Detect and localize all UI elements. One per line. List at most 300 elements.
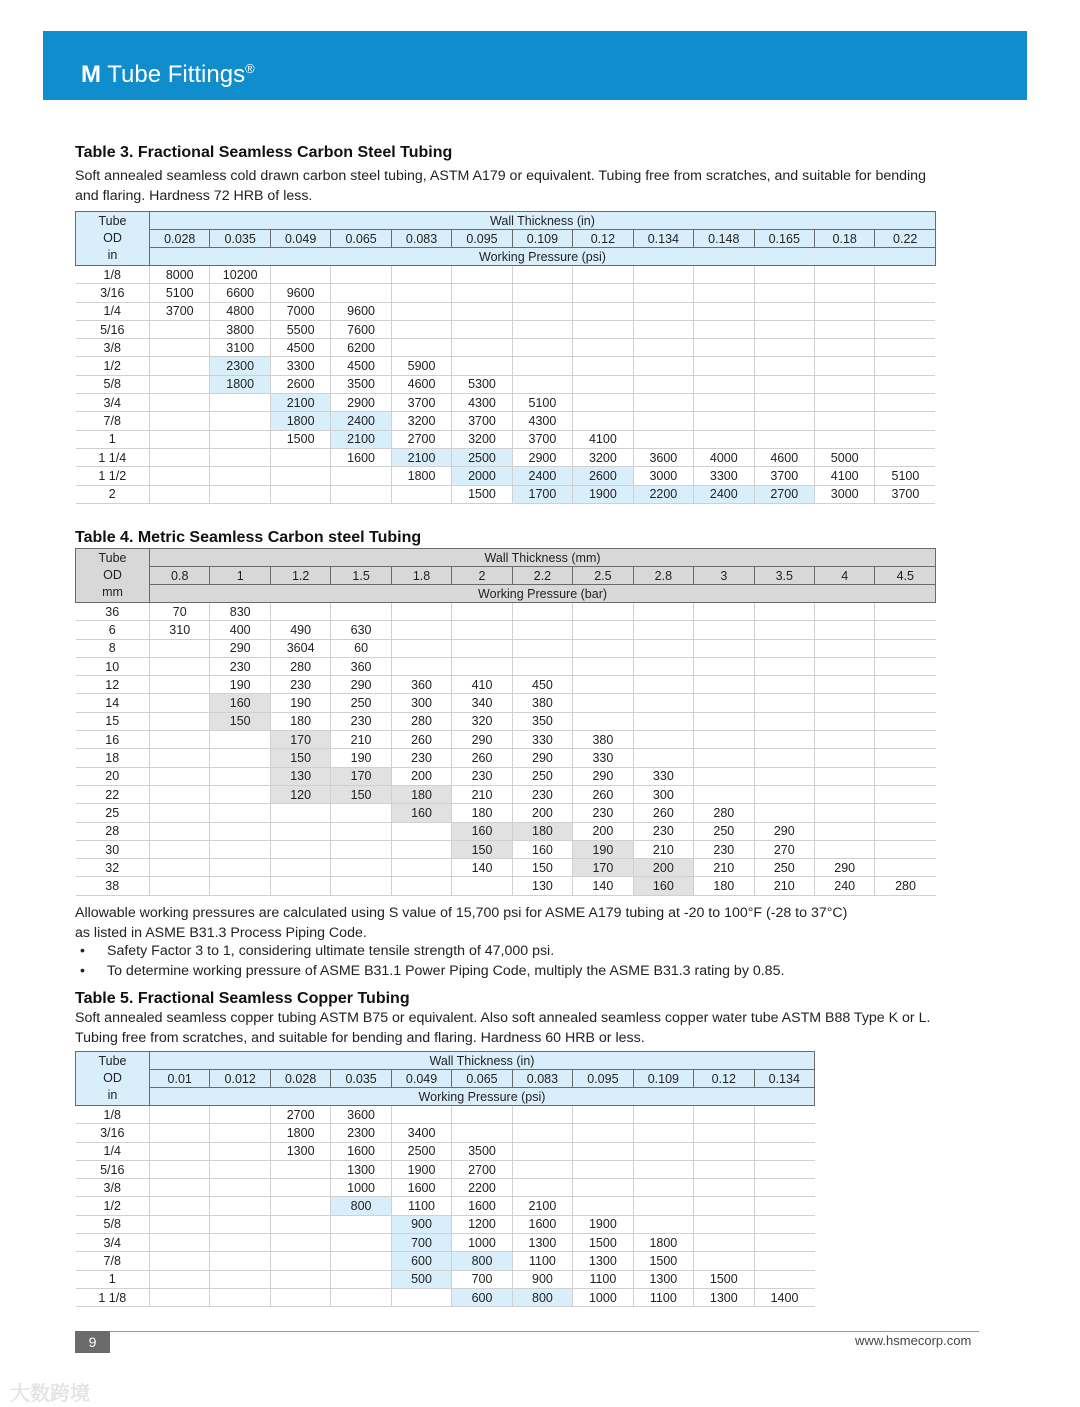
table5-description: Soft annealed seamless copper tubing ASTM B75 or equivalent. Also soft annealed seamless copper water tube ASTM B88 Type K or L. Tubing free from scratches, and suitable for bending and flaring. Hardness 60 HRB or less.	[75, 1010, 931, 1046]
pressure-cell	[210, 1142, 270, 1160]
tube-od-line: in	[107, 1088, 118, 1102]
tube-od-value: 38	[76, 877, 150, 895]
table-row	[76, 621, 936, 639]
wall-thickness-header: Wall Thickness (mm)	[150, 549, 936, 567]
pressure-cell	[391, 877, 451, 895]
pressure-cell: 8000	[150, 266, 210, 284]
pressure-cell	[875, 785, 936, 803]
pressure-cell	[754, 284, 814, 302]
pressure-cell	[210, 430, 270, 448]
pressure-cell	[754, 767, 814, 785]
pressure-cell: 2400	[694, 485, 754, 503]
table-row	[76, 767, 936, 785]
pressure-cell	[573, 284, 633, 302]
pressure-cell	[210, 877, 270, 895]
pressure-cell	[754, 339, 814, 357]
pressure-cell	[694, 302, 754, 320]
table-row	[76, 320, 936, 338]
pressure-cell: 150	[452, 840, 512, 858]
pressure-cell	[814, 266, 874, 284]
pressure-cell: 300	[391, 694, 451, 712]
pressure-cell	[150, 639, 210, 657]
pressure-cell	[150, 767, 210, 785]
pressure-cell: 1000	[573, 1288, 633, 1306]
tube-od-line: in	[107, 248, 118, 262]
pressure-cell	[754, 657, 814, 675]
pressure-cell	[814, 357, 874, 375]
pressure-cell: 3600	[331, 1106, 391, 1124]
pressure-cell: 1500	[633, 1252, 693, 1270]
wall-thickness-header: Wall Thickness (in)	[150, 1052, 815, 1070]
pressure-cell: 5300	[452, 375, 512, 393]
pressure-cell: 3604	[270, 639, 330, 657]
pressure-cell	[391, 822, 451, 840]
pressure-cell: 3000	[633, 467, 693, 485]
tube-od-value: 3/4	[76, 394, 150, 412]
tube-od-value: 36	[76, 603, 150, 621]
wall-thickness-value: 1.5	[331, 567, 391, 585]
pressure-cell: 2100	[270, 394, 330, 412]
pressure-cell	[814, 676, 874, 694]
pressure-cell	[875, 375, 936, 393]
tube-od-value: 3/8	[76, 339, 150, 357]
pressure-cell	[210, 412, 270, 430]
pressure-cell	[875, 339, 936, 357]
pressure-cell	[875, 749, 936, 767]
watermark: 大数跨境	[10, 1383, 90, 1405]
tube-od-value: 20	[76, 767, 150, 785]
pressure-cell: 2100	[512, 1197, 572, 1215]
pressure-cell	[694, 1142, 754, 1160]
table-row	[76, 357, 936, 375]
tube-od-value: 1	[76, 430, 150, 448]
pressure-cell	[150, 1124, 210, 1142]
pressure-cell	[875, 657, 936, 675]
pressure-cell	[875, 266, 936, 284]
pressure-cell	[512, 1142, 572, 1160]
pressure-cell	[512, 1106, 572, 1124]
pressure-cell	[573, 375, 633, 393]
tube-od-value: 5/16	[76, 1160, 150, 1178]
pressure-cell	[694, 284, 754, 302]
pressure-cell	[452, 603, 512, 621]
pressure-cell: 170	[270, 731, 330, 749]
pressure-cell	[694, 1179, 754, 1197]
pressure-cell	[331, 284, 391, 302]
pressure-cell: 3100	[210, 339, 270, 357]
pressure-cell	[633, 357, 693, 375]
wall-thickness-value: 0.109	[512, 230, 572, 248]
pressure-cell: 1300	[331, 1160, 391, 1178]
pressure-cell	[270, 859, 330, 877]
pressure-cell: 210	[452, 785, 512, 803]
table-row	[76, 375, 936, 393]
pressure-cell: 280	[694, 804, 754, 822]
pressure-cell: 5500	[270, 320, 330, 338]
pressure-cell	[150, 785, 210, 803]
wall-thickness-value: 0.049	[391, 1070, 451, 1088]
table-row	[76, 1234, 815, 1252]
pressure-cell	[391, 840, 451, 858]
bullet-icon: •	[80, 943, 85, 959]
pressure-cell	[210, 1288, 270, 1306]
pressure-cell	[754, 1197, 814, 1215]
tube-od-value: 1/8	[76, 266, 150, 284]
tube-od-value: 2	[76, 485, 150, 503]
wall-thickness-value: 0.165	[754, 230, 814, 248]
pressure-cell	[270, 1234, 330, 1252]
tube-od-value: 16	[76, 731, 150, 749]
table-row	[76, 485, 936, 503]
bullet-icon: •	[80, 963, 85, 979]
pressure-cell	[633, 284, 693, 302]
pressure-cell	[754, 412, 814, 430]
pressure-cell: 3400	[391, 1124, 451, 1142]
pressure-cell: 1000	[331, 1179, 391, 1197]
pressure-cell	[512, 375, 572, 393]
pressure-cell	[210, 1234, 270, 1252]
pressure-cell	[573, 1106, 633, 1124]
pressure-cell	[633, 302, 693, 320]
pressure-cell	[633, 412, 693, 430]
pressure-cell	[814, 731, 874, 749]
footer-divider	[75, 1331, 979, 1332]
pressure-cell: 250	[694, 822, 754, 840]
pressure-cell: 1600	[452, 1197, 512, 1215]
table-row	[76, 694, 936, 712]
pressure-cell	[754, 731, 814, 749]
pressure-cell	[391, 621, 451, 639]
pressure-cell	[512, 302, 572, 320]
pressure-cell	[210, 394, 270, 412]
pressure-cell	[512, 320, 572, 338]
pressure-cell: 210	[694, 859, 754, 877]
pressure-cell	[573, 320, 633, 338]
pressure-cell	[452, 339, 512, 357]
wall-thickness-value: 0.065	[331, 230, 391, 248]
pressure-cell	[210, 1215, 270, 1233]
pressure-cell	[270, 603, 330, 621]
pressure-cell	[391, 339, 451, 357]
pressure-cell: 70	[150, 603, 210, 621]
pressure-cell: 2400	[512, 467, 572, 485]
pressure-cell	[694, 767, 754, 785]
pressure-cell	[694, 357, 754, 375]
header-title: M Tube Fittings®	[81, 61, 255, 88]
pressure-cell: 330	[512, 731, 572, 749]
pressure-cell: 190	[331, 749, 391, 767]
pressure-cell	[694, 621, 754, 639]
pressure-cell	[150, 804, 210, 822]
pressure-cell	[512, 621, 572, 639]
table-row	[76, 448, 936, 466]
pressure-cell: 1800	[633, 1234, 693, 1252]
table-row	[76, 1197, 815, 1215]
pressure-cell	[754, 375, 814, 393]
wall-thickness-value: 0.01	[150, 1070, 210, 1088]
pressure-cell: 4500	[331, 357, 391, 375]
pressure-cell	[150, 1160, 210, 1178]
table-row	[76, 302, 936, 320]
pressure-cell: 450	[512, 676, 572, 694]
pressure-cell: 170	[331, 767, 391, 785]
pressure-cell	[150, 694, 210, 712]
pressure-cell	[573, 639, 633, 657]
pressure-cell	[633, 1106, 693, 1124]
pressure-cell: 2700	[270, 1106, 330, 1124]
pressure-cell	[573, 676, 633, 694]
pressure-cell	[754, 804, 814, 822]
pressure-cell	[391, 1106, 451, 1124]
tube-od-line: OD	[103, 231, 122, 245]
pressure-cell	[150, 1197, 210, 1215]
pressure-cell	[331, 822, 391, 840]
pressure-cell: 230	[452, 767, 512, 785]
tube-od-value: 1/4	[76, 1142, 150, 1160]
pressure-cell: 1100	[573, 1270, 633, 1288]
tube-od-value: 7/8	[76, 412, 150, 430]
table3-title: Table 3. Fractional Seamless Carbon Steel Tubing	[75, 144, 453, 161]
pressure-cell	[633, 1160, 693, 1178]
pressure-cell	[754, 394, 814, 412]
table-row	[76, 785, 936, 803]
pressure-cell	[633, 1215, 693, 1233]
pressure-cell	[150, 657, 210, 675]
pressure-cell	[754, 1270, 814, 1288]
tube-od-value: 1 1/4	[76, 448, 150, 466]
pressure-cell: 290	[331, 676, 391, 694]
pressure-cell	[512, 357, 572, 375]
tube-od-value: 1/2	[76, 357, 150, 375]
pressure-cell	[573, 1197, 633, 1215]
pressure-cell: 6200	[331, 339, 391, 357]
pressure-cell	[512, 284, 572, 302]
pressure-cell	[150, 1179, 210, 1197]
tube-od-value: 8	[76, 639, 150, 657]
pressure-cell	[633, 1179, 693, 1197]
table-row	[76, 1142, 815, 1160]
pressure-cell: 4800	[210, 302, 270, 320]
wall-thickness-value: 0.028	[150, 230, 210, 248]
pressure-cell	[331, 467, 391, 485]
pressure-cell	[633, 712, 693, 730]
pressure-cell	[633, 1197, 693, 1215]
pressure-cell	[754, 639, 814, 657]
pressure-cell	[512, 266, 572, 284]
pressure-cell	[391, 603, 451, 621]
pressure-cell	[814, 284, 874, 302]
wall-thickness-value: 0.12	[573, 230, 633, 248]
wall-thickness-value: 0.035	[331, 1070, 391, 1088]
pressure-cell	[150, 822, 210, 840]
tube-od-value: 1 1/2	[76, 467, 150, 485]
working-pressure-header: Working Pressure (psi)	[150, 248, 936, 266]
pressure-cell	[573, 394, 633, 412]
table5-title: Table 5. Fractional Seamless Copper Tubing	[75, 990, 410, 1007]
pressure-cell: 700	[391, 1234, 451, 1252]
tube-od-line: OD	[103, 568, 122, 582]
tube-od-line: Tube	[98, 551, 127, 565]
pressure-cell	[150, 430, 210, 448]
pressure-cell: 180	[270, 712, 330, 730]
pressure-cell: 7000	[270, 302, 330, 320]
pressure-cell	[633, 394, 693, 412]
table-row	[76, 603, 936, 621]
pressure-cell	[573, 657, 633, 675]
pressure-cell	[391, 302, 451, 320]
tube-od-value: 5/16	[76, 320, 150, 338]
table-row	[76, 412, 936, 430]
table-row	[76, 822, 936, 840]
pressure-cell	[754, 712, 814, 730]
pressure-cell: 3700	[875, 485, 936, 503]
tube-od-value: 14	[76, 694, 150, 712]
pressure-cell: 260	[452, 749, 512, 767]
tube-od-value: 1/2	[76, 1197, 150, 1215]
pressure-cell	[573, 694, 633, 712]
pressure-cell	[150, 712, 210, 730]
pressure-cell: 1600	[331, 1142, 391, 1160]
table-row	[76, 676, 936, 694]
table-row	[76, 859, 936, 877]
pressure-cell: 230	[694, 840, 754, 858]
pressure-cell: 3700	[512, 430, 572, 448]
tube-od-value: 3/8	[76, 1179, 150, 1197]
table-row	[76, 1124, 815, 1142]
pressure-cell: 3000	[814, 485, 874, 503]
pressure-cell	[150, 840, 210, 858]
tube-od-line: Tube	[98, 1054, 127, 1068]
tube-od-value: 30	[76, 840, 150, 858]
table-row	[76, 657, 936, 675]
wall-thickness-value: 1.2	[270, 567, 330, 585]
pressure-cell	[814, 639, 874, 657]
pressure-cell: 330	[573, 749, 633, 767]
pressure-cell: 140	[573, 877, 633, 895]
pressure-cell	[814, 822, 874, 840]
pressure-cell	[150, 1215, 210, 1233]
wall-thickness-value: 0.065	[452, 1070, 512, 1088]
pressure-cell: 2100	[331, 430, 391, 448]
table-row	[76, 731, 936, 749]
pressure-cell	[875, 840, 936, 858]
pressure-cell: 350	[512, 712, 572, 730]
pressure-cell	[331, 603, 391, 621]
pressure-cell	[210, 804, 270, 822]
pressure-cell: 4600	[391, 375, 451, 393]
wall-thickness-value: 1	[210, 567, 270, 585]
pressure-cell	[694, 749, 754, 767]
wall-thickness-value: 0.095	[452, 230, 512, 248]
pressure-cell	[270, 485, 330, 503]
pressure-cell	[331, 1270, 391, 1288]
pressure-cell	[512, 657, 572, 675]
pressure-cell: 230	[633, 822, 693, 840]
pressure-cell	[391, 485, 451, 503]
tube-od-line: OD	[103, 1071, 122, 1085]
wall-thickness-value: 2	[452, 567, 512, 585]
pressure-cell	[391, 1288, 451, 1306]
pressure-cell	[150, 877, 210, 895]
tube-od-line: Tube	[98, 214, 127, 228]
pressure-cell	[754, 621, 814, 639]
pressure-cell: 290	[754, 822, 814, 840]
pressure-cell: 1500	[452, 485, 512, 503]
pressure-cell	[633, 657, 693, 675]
pressure-cell: 3200	[573, 448, 633, 466]
pressure-cell: 2500	[391, 1142, 451, 1160]
pressure-cell: 4000	[694, 448, 754, 466]
pressure-cell	[210, 485, 270, 503]
pressure-cell	[210, 822, 270, 840]
pressure-cell: 200	[573, 822, 633, 840]
pressure-cell	[754, 320, 814, 338]
pressure-cell	[150, 412, 210, 430]
tube-od-value: 1/4	[76, 302, 150, 320]
wall-thickness-value: 0.049	[270, 230, 330, 248]
pressure-cell: 280	[391, 712, 451, 730]
pressure-cell: 6600	[210, 284, 270, 302]
pressure-cell: 2900	[331, 394, 391, 412]
pressure-cell	[694, 375, 754, 393]
pressure-cell	[452, 657, 512, 675]
table-row	[76, 339, 936, 357]
pressure-cell	[150, 1234, 210, 1252]
page-header	[43, 31, 1027, 100]
pressure-cell: 3600	[633, 448, 693, 466]
pressure-cell: 120	[270, 785, 330, 803]
tube-od-value: 7/8	[76, 1252, 150, 1270]
pressure-cell	[754, 1160, 814, 1178]
tube-od-value: 18	[76, 749, 150, 767]
pressure-cell	[452, 621, 512, 639]
wall-thickness-value: 0.8	[150, 567, 210, 585]
pressure-cell: 260	[633, 804, 693, 822]
pressure-cell	[754, 676, 814, 694]
pressure-cell	[331, 1252, 391, 1270]
pressure-cell: 260	[573, 785, 633, 803]
pressure-cell: 210	[754, 877, 814, 895]
pressure-cell	[573, 621, 633, 639]
pressure-cell: 190	[573, 840, 633, 858]
pressure-cell	[573, 357, 633, 375]
pressure-cell	[270, 822, 330, 840]
pressure-cell: 3200	[452, 430, 512, 448]
pressure-cell	[633, 1142, 693, 1160]
pressure-cell: 1800	[270, 412, 330, 430]
pressure-cell: 170	[573, 859, 633, 877]
pressure-cell	[754, 1106, 814, 1124]
pressure-cell: 160	[633, 877, 693, 895]
pressure-cell	[150, 731, 210, 749]
pressure-cell	[633, 339, 693, 357]
pressure-cell	[210, 1270, 270, 1288]
pressure-cell: 800	[512, 1288, 572, 1306]
pressure-cell	[754, 1215, 814, 1233]
pressure-cell	[512, 339, 572, 357]
pressure-cell	[150, 339, 210, 357]
pressure-cell: 7600	[331, 320, 391, 338]
pressure-cell: 150	[270, 749, 330, 767]
pressure-cell: 600	[391, 1252, 451, 1270]
pressure-cell	[875, 639, 936, 657]
pressure-cell: 1800	[270, 1124, 330, 1142]
wall-thickness-value: 1.8	[391, 567, 451, 585]
pressure-cell: 280	[270, 657, 330, 675]
pressure-cell: 5100	[512, 394, 572, 412]
pressure-cell: 2600	[573, 467, 633, 485]
pressure-cell	[875, 284, 936, 302]
